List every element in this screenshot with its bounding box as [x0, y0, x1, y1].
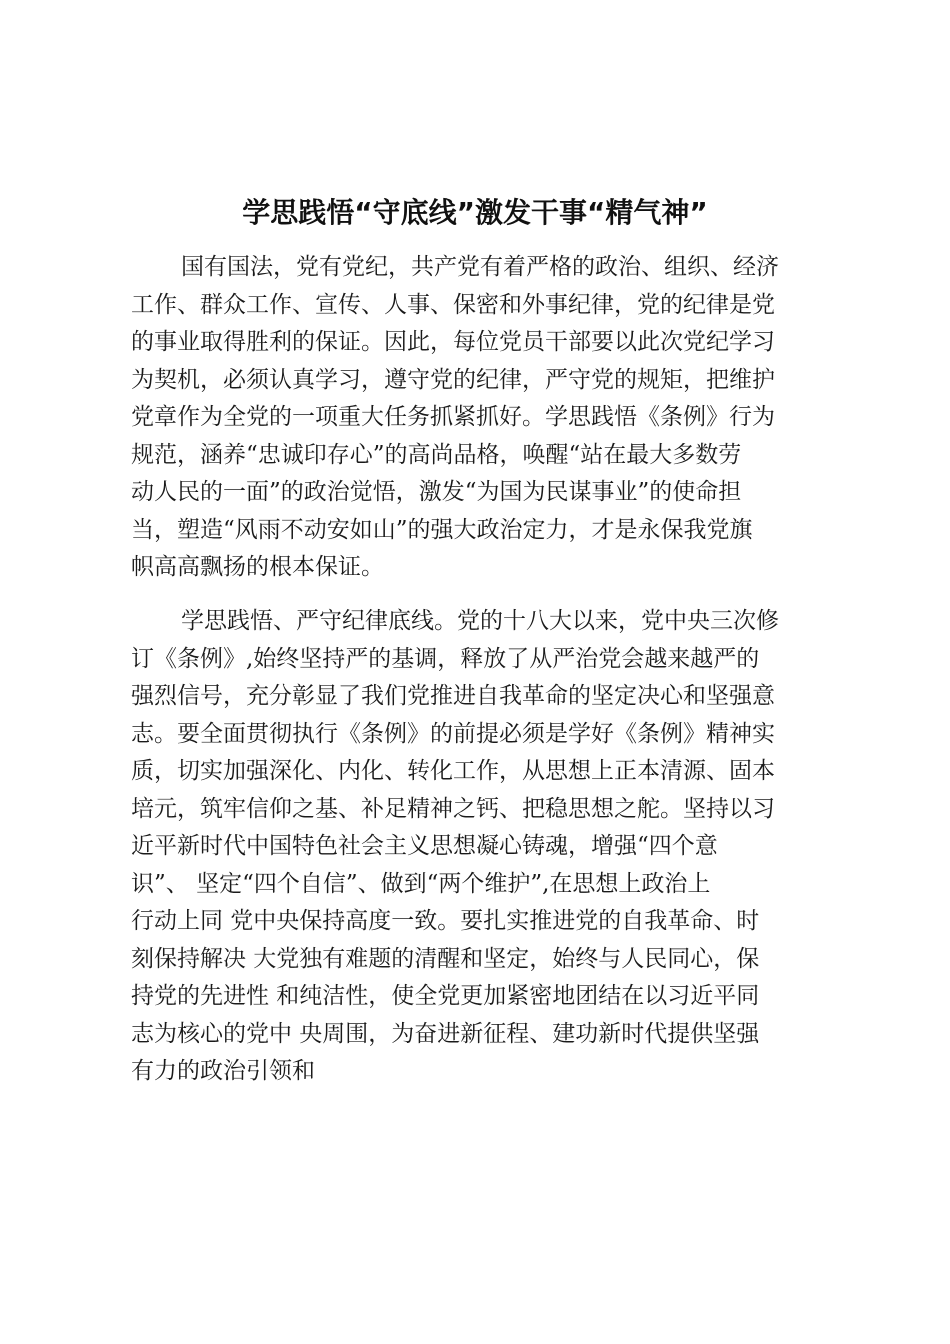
paragraph-line: 质，切实加强深化、内化、转化工作，从思想上正本清源、固本 — [131, 758, 775, 784]
paragraph-line: 有力的政治引领和 — [131, 1058, 315, 1084]
paragraph-line: 当，塑造“风雨不动安如山”的强大政治定力，才是永保我党旗 — [131, 516, 753, 543]
paragraph-line: 强烈信号，充分彰显了我们党推进自我革命的坚定决心和坚强意 — [131, 683, 775, 709]
paragraph-line: 为契机，必须认真学习，遵守党的纪律，严守党的规矩，把维护 — [131, 366, 775, 393]
paragraph-1 — [131, 249, 831, 587]
paragraph-line: 培元，筑牢信仰之基、补足精神之钙、把稳思想之舵。坚持以习 — [131, 795, 775, 822]
paragraph-line: 国有国法，党有党纪，共产党有着严格的政治、组织、经济 — [181, 254, 779, 280]
paragraph-line: 党章作为全党的一项重大任务抓紧抓好。学思践悟《条例》行为 — [131, 404, 775, 430]
paragraph-line: 志为核心的党中 央周围，为奋进新征程、建功新时代提供坚强 — [131, 1020, 760, 1047]
paragraph-line: 行动上同 党中央保持高度一致。要扎实推进党的自我革命、时 — [131, 908, 760, 934]
paragraph-line: 工作、群众工作、宣传、人事、保密和外事纪律，党的纪律是党 — [131, 291, 775, 318]
paragraph-line: 识”、 坚定“四个自信”、做到“两个维护”,在思想上政治上 — [131, 870, 711, 897]
paragraph-line: 的事业取得胜利的保证。因此，每位党员干部要以此次党纪学习 — [131, 329, 775, 355]
paragraph-line: 近平新时代中国特色社会主义思想凝心铸魂，增强“四个意 — [131, 833, 718, 859]
paragraph-line: 订《条例》,始终坚持严的基调，释放了从严治党会越来越严的 — [131, 645, 760, 672]
paragraph-line: 持党的先进性 和纯洁性，使全党更加紧密地团结在以习近平同 — [131, 983, 760, 1009]
paragraph-line: 动人民的一面”的政治觉悟，激发“为国为民谋事业”的使命担 — [131, 479, 742, 505]
paragraph-line: 学思践悟、严守纪律底线。党的十八大以来，党中央三次修 — [181, 608, 779, 634]
paragraph-2 — [131, 603, 831, 1091]
document-title: 学思践悟“守底线”激发干事“精气神” — [242, 196, 708, 229]
paragraph-line: 帜高高飘扬的根本保证。 — [131, 554, 384, 580]
paragraph-line: 刻保持解决 大党独有难题的清醒和坚定，始终与人民同心，保 — [131, 945, 760, 972]
paragraph-line: 志。要全面贯彻执行《条例》的前提必须是学好《条例》精神实 — [131, 720, 775, 747]
paragraph-line: 规范，涵养“忠诚印存心”的高尚品格，唤醒“站在最大多数劳 — [131, 441, 742, 468]
